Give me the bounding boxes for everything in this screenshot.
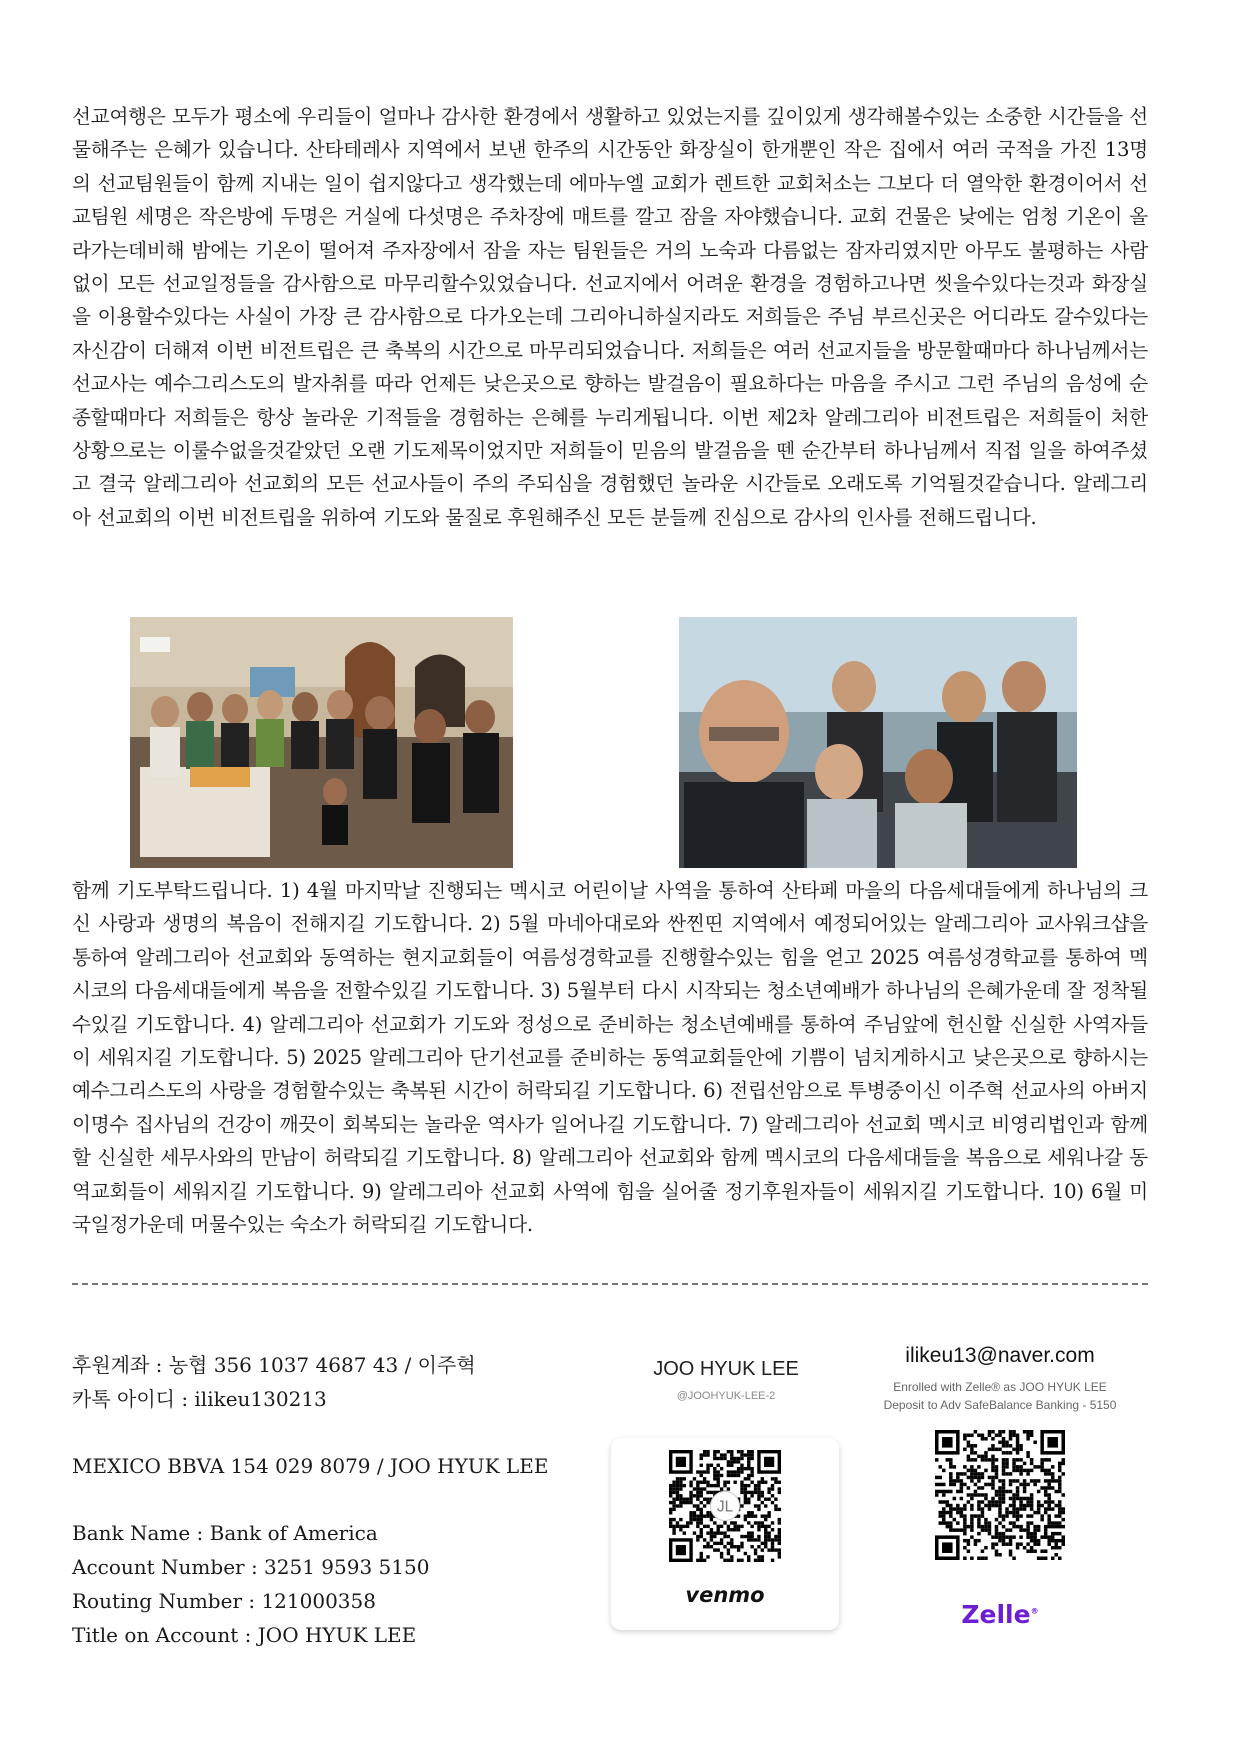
qr-center-initials: JL xyxy=(716,1498,734,1516)
donation-account: 후원계좌 : 농협 356 1037 4687 43 / 이주혁 xyxy=(72,1353,476,1377)
bank-name: Bank Name : Bank of America xyxy=(72,1521,378,1545)
zelle-email: ilikeu13@naver.com xyxy=(905,1344,1095,1367)
group-photo-indoor xyxy=(130,617,513,868)
zelle-enrolled: Enrolled with Zelle® as JOO HYUK LEE xyxy=(893,1380,1107,1394)
prayer-requests-paragraph: 함께 기도부탁드립니다. 1) 4월 마지막날 진행되는 멕시코 어린이날 사역을 통하여 산타페 마을의 다음세대들에게 하나님의 크신 사랑과 생명의 복음이 전해지길 기도합니다. 2) 5월 마네아대로와 싼찐띤 지역에서 예정되어있는 알레그리아 교사워크샵을 통하여 알레그리아 선교회와 동역하는 현지교회들이 여름성경학교를 진행할수있는 힘을 얻고 2025 여름성경학교를 통하여 멕시코의 다음세대들에게 복음을 전할수있길 기도합니다. 3) 5월부터 다시 시작되는 청소년예배가 하나님의 은혜가운데 잘 정착될수있길 기도합니다. 4) 알레그리아 선교회가 기도와 정성으로 준비하는 청소년예배를 통하여 주님앞에 헌신할 신실한 사역자들이 세워지길 기도합니다. 5) 2025 알레그리아 단기선교를 준비하는 동역교회들안에 기쁨이 넘치게하시고 낮은곳으로 향하시는 예수그리스도의 사랑을 경험할수있는 축복된 시간이 허락되길 기도합니다. 6) 전립선암으로 투병중이신 이주혁 선교사의 아버지 이명수 집사님의 건강이 깨끗이 회복되는 놀라운 역사가 일어나길 기도합니다. 7) 알레그리아 선교회 멕시코 비영리법인과 함께할 신실한 세무사와의 만남이 허락되길 기도합니다. 8) 알레그리아 선교회와 함께 멕시코의 다음세대들을 복음으로 세워나갈 동역교회들이 세워지길 기도합니다. 9) 알레그리아 선교회 사역에 힘을 실어줄 정기후원자들이 세워지길 기도합니다. 10) 6월 미국일정가운데 머물수있는 숙소가 허락되길 기도합니다. xyxy=(72,879,1148,1237)
title-on-account: Title on Account : JOO HYUK LEE xyxy=(72,1623,417,1647)
venmo-logo: venmo xyxy=(685,1583,765,1607)
intro-paragraph: 선교여행은 모두가 평소에 우리들이 얼마나 감사한 환경에서 생활하고 있었는지를 깊이있게 생각해볼수있는 소중한 시간들을 선물해주는 은혜가 있습니다. 산타테레사 지역에서 보낸 한주의 시간동안 화장실이 한개뿐인 작은 집에서 여러 국적을 가진 13명의 선교팀원들이 함께 지내는 일이 쉽지않다고 생각했는데 에마누엘 교회가 렌트한 교회처소는 그보다 더 열악한 환경이어서 선교팀원 세명은 작은방에 두명은 거실에 다섯명은 주차장에 매트를 깔고 잠을 자야했습니다. 교회 건물은 낮에는 엄청 기온이 올라가는데비해 밤에는 기온이 떨어져 주자장에서 잠을 자는 팀원들은 거의 노숙과 다름없는 잠자리였지만 아무도 불평하는 사람없이 모든 선교일정들을 감사함으로 마무리할수있었습니다. 선교지에서 어려운 환경을 경험하고나면 씻을수있다는것과 화장실을 이용할수있다는 사실이 가장 큰 감사함으로 다가오는데 그리아니하실지라도 저희들은 주님 부르신곳은 어디라도 갈수있다는 자신감이 더해져 이번 비전트립은 큰 축복의 시간으로 마무리되었습니다. 저희들은 여러 선교지들을 방문할때마다 하나님께서는 선교사는 예수그리스도의 발자취를 따라 언제든 낮은곳으로 향하는 발걸음이 필요하다는 마음을 주시고 그런 주님의 음성에 순종할때마다 저희들은 항상 놀라운 기적들을 경험하는 은혜를 누리게됩니다. 이번 제2차 알레그리아 비전트립은 저희들이 처한 상황으로는 이룰수없을것같았던 오랜 기도제목이었지만 저희들이 믿음의 발걸음을 뗀 순간부터 하나님께서 직접 일을 하여주셨고 결국 알레그리아 선교회의 모든 선교사들이 주의 주되심을 경험했던 놀라운 시간들로 오래도록 기억될것같습니다. 알레그리아 선교회의 이번 비전트립을 위하여 기도와 물질로 후원해주신 모든 분들께 진심으로 감사의 인사를 전해드립니다. xyxy=(72,105,1148,529)
qr-pattern xyxy=(935,1430,1065,1560)
account-number: Account Number : 3251 9593 5150 xyxy=(72,1555,430,1579)
dashed-divider xyxy=(72,1283,1148,1285)
zelle-qr-code[interactable] xyxy=(935,1430,1065,1564)
zelle-logo xyxy=(960,1600,1040,1629)
venmo-card xyxy=(611,1348,841,1638)
kakao-id: 카톡 아이디 : ilikeu130213 xyxy=(72,1387,327,1411)
zelle-logo-text: Zelle xyxy=(961,1600,1031,1629)
registered-mark: ® xyxy=(1030,1606,1039,1616)
venmo-handle: @JOOHYUK-LEE-2 xyxy=(676,1390,776,1402)
zelle-deposit: Deposit to Adv SafeBalance Banking - 5150 xyxy=(883,1398,1117,1412)
group-photo-beach xyxy=(679,617,1077,868)
qr-pattern xyxy=(669,1450,781,1562)
routing-number: Routing Number : 121000358 xyxy=(72,1589,376,1613)
mexico-bank-account: MEXICO BBVA 154 029 8079 / JOO HYUK LEE xyxy=(72,1454,549,1478)
venmo-qr-code[interactable] xyxy=(669,1450,781,1566)
venmo-name: JOO HYUK LEE xyxy=(653,1358,799,1380)
venmo-qr-box xyxy=(611,1438,839,1630)
